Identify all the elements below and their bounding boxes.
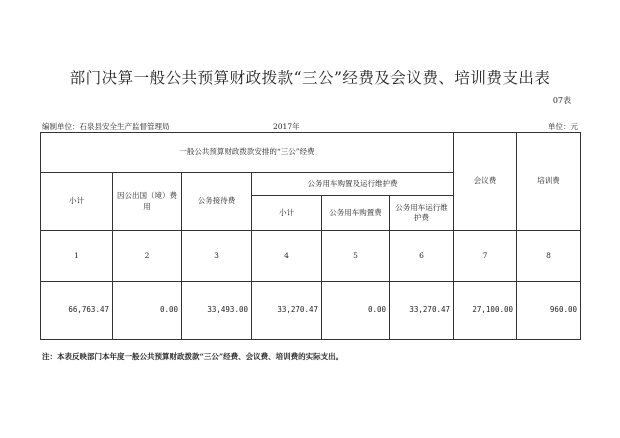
header-subtotal: 小计 bbox=[41, 173, 113, 231]
value-training: 960.00 bbox=[517, 282, 581, 340]
value-vehicle-subtotal: 33,270.47 bbox=[252, 282, 322, 340]
footnote: 注：本表反映部门本年度一般公共预算财政拨款“三公”经费、会议费、培训费的实际支出。 bbox=[42, 352, 344, 361]
table-number: 07表 bbox=[552, 96, 571, 105]
value-abroad: 0.00 bbox=[113, 282, 182, 340]
header-vehicle-group: 公务用车购置及运行维护费 bbox=[252, 173, 454, 196]
index-cell: 1 bbox=[41, 231, 113, 282]
header-three-public-group: 一般公共预算财政拨款安排的“三公”经费 bbox=[41, 133, 454, 173]
value-meeting: 27,100.00 bbox=[454, 282, 517, 340]
index-cell: 3 bbox=[182, 231, 252, 282]
index-cell: 2 bbox=[113, 231, 182, 282]
header-reception: 公务接待费 bbox=[182, 173, 252, 231]
header-vehicle-subtotal: 小计 bbox=[252, 196, 322, 231]
value-reception: 33,493.00 bbox=[182, 282, 252, 340]
header-vehicle-purchase: 公务用车购置费 bbox=[322, 196, 390, 231]
index-cell: 5 bbox=[322, 231, 390, 282]
value-subtotal: 66,763.47 bbox=[41, 282, 113, 340]
expense-table bbox=[40, 132, 581, 340]
value-vehicle-purchase: 0.00 bbox=[322, 282, 390, 340]
index-cell: 4 bbox=[252, 231, 322, 282]
header-meeting: 会议费 bbox=[454, 133, 517, 231]
header-abroad: 因公出国（境）费用 bbox=[113, 173, 182, 231]
page-title: 部门决算一般公共预算财政拨款“三公”经费及会议费、培训费支出表 bbox=[69, 69, 551, 87]
index-cell: 8 bbox=[517, 231, 581, 282]
index-cell: 7 bbox=[454, 231, 517, 282]
header-training: 培训费 bbox=[517, 133, 581, 231]
value-vehicle-operation: 33,270.47 bbox=[390, 282, 454, 340]
header-vehicle-operation: 公务用车运行维护费 bbox=[390, 196, 454, 231]
year-label: 2017年 bbox=[273, 122, 300, 131]
unit-label: 单位：元 bbox=[548, 122, 578, 131]
index-cell: 6 bbox=[390, 231, 454, 282]
org-label: 编制单位：石泉县安全生产监督管理局 bbox=[42, 122, 170, 131]
